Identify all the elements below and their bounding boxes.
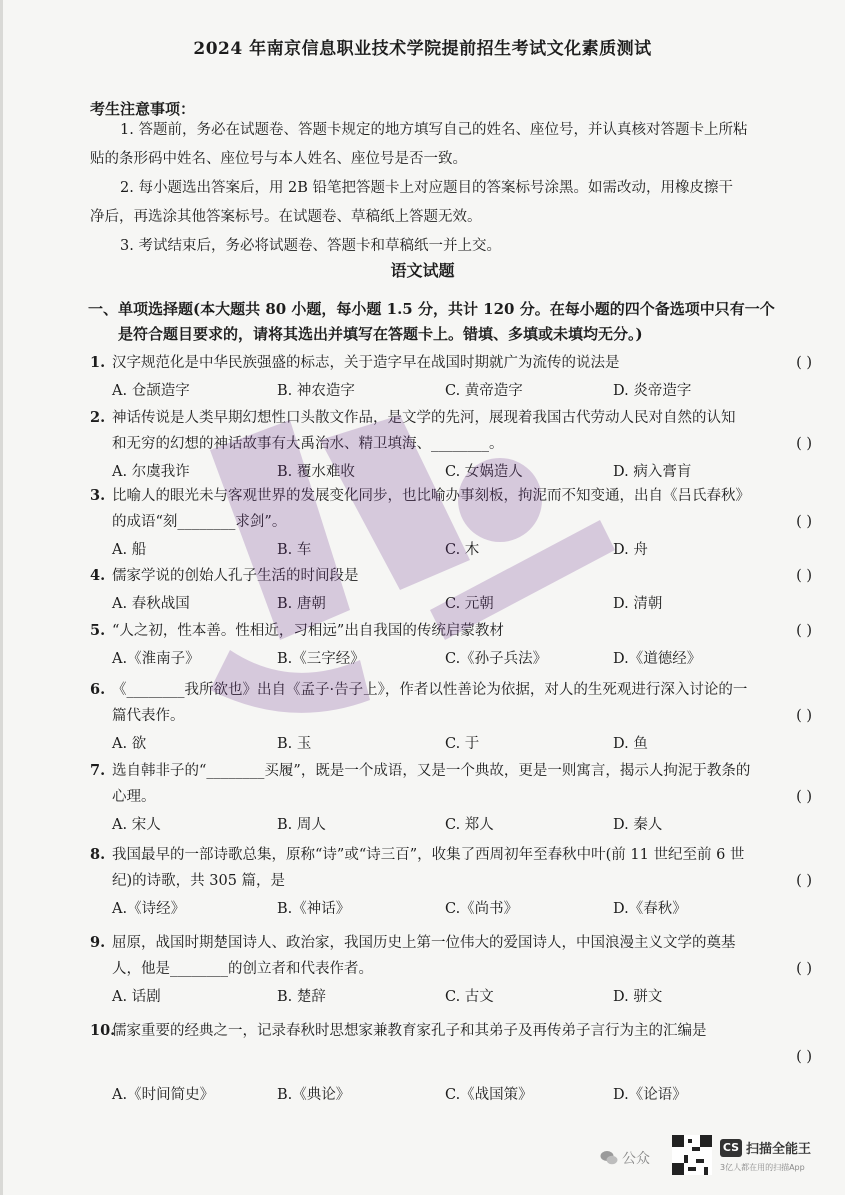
question-line <box>90 1018 820 1044</box>
notice-heading: 考生注意事项： <box>90 100 196 118</box>
question-text: 选自韩非子的“________买履”，既是一个成语，又是一个典故，更是一则寓言，揭示人拘泥于教条的 <box>112 763 751 779</box>
question <box>90 563 820 619</box>
option-a: A. 宋人 <box>112 817 161 833</box>
question-line <box>90 563 820 589</box>
question-line <box>90 483 820 509</box>
option-c: C.《尚书》 <box>445 901 519 917</box>
question-line <box>90 677 820 703</box>
question-number: 10. <box>90 1022 116 1039</box>
exam-title: 2024 年南京信息职业技术学院提前招生考试文化素质测试 <box>193 39 652 59</box>
answer-parentheses: ( ) <box>796 568 812 584</box>
part-instructions <box>88 297 823 347</box>
question-line <box>90 784 820 810</box>
option-b: B. 楚辞 <box>277 989 326 1005</box>
option-a: A. 船 <box>112 542 147 558</box>
question <box>90 483 820 565</box>
answer-parentheses: ( ) <box>796 708 812 724</box>
option-d: D. 病入膏肓 <box>613 464 692 480</box>
option-d: D. 清朝 <box>613 596 663 612</box>
notice-line: 贴的条形码中姓名、座位号与本人姓名、座位号是否一致。 <box>90 151 467 167</box>
option-d: D. 鱼 <box>613 736 648 752</box>
option-row <box>90 644 820 674</box>
question-line <box>90 956 820 982</box>
answer-parentheses: ( ) <box>796 961 812 977</box>
option-b: B. 玉 <box>277 736 312 752</box>
notice-line: 净后，再选涂其他答案标号。在试题卷、草稿纸上答题无效。 <box>90 209 482 225</box>
question-line <box>90 930 820 956</box>
option-d: D. 炎帝造字 <box>613 383 692 399</box>
camscanner-tagline: 3亿人都在用的扫描App <box>720 1163 805 1172</box>
question-number: 5. <box>90 622 106 639</box>
part-line: 是符合题目要求的，请将其选出并填写在答题卡上。错填、多填或未填均无分。) <box>118 325 643 343</box>
qr-code-icon <box>672 1135 712 1175</box>
question-text: 屈原，战国时期楚国诗人、政治家，我国历史上第一位伟大的爱国诗人，中国浪漫主义文学的奠基 <box>112 935 736 951</box>
option-row <box>90 810 820 840</box>
option-b: B.《典论》 <box>277 1087 351 1103</box>
option-a: A. 仓颉造字 <box>112 383 190 399</box>
section-title: 语文试题 <box>390 261 455 280</box>
question-text: 《________我所欲也》出自《孟子·告子上》，作者以性善论为依据，对人的生死观进行深入讨论的一 <box>112 682 748 698</box>
option-c: C. 女娲造人 <box>445 464 523 480</box>
answer-parentheses: ( ) <box>796 514 812 530</box>
option-c: C. 郑人 <box>445 817 494 833</box>
question-line <box>90 405 820 431</box>
question-number: 9. <box>90 934 106 951</box>
question-text: 和无穷的幻想的神话故事有大禹治水、精卫填海、________。 <box>112 436 504 452</box>
question-line <box>90 1044 820 1070</box>
question-line <box>90 618 820 644</box>
question <box>90 1018 820 1110</box>
wechat-icon <box>600 1150 618 1166</box>
question-line <box>90 758 820 784</box>
option-row <box>90 729 820 759</box>
question-line <box>90 703 820 729</box>
answer-parentheses: ( ) <box>796 873 812 889</box>
question-text: 汉字规范化是中华民族强盛的标志，关于造字早在战国时期就广为流传的说法是 <box>112 355 620 371</box>
option-c: C. 黄帝造字 <box>445 383 523 399</box>
question-text: 我国最早的一部诗歌总集，原称“诗”或“诗三百”，收集了西周初年至春秋中叶(前 11 世纪至前 6 世 <box>112 847 745 863</box>
option-c: C. 于 <box>445 736 480 752</box>
answer-parentheses: ( ) <box>796 623 812 639</box>
option-d: D. 秦人 <box>613 817 663 833</box>
option-row <box>90 376 820 406</box>
option-b: B. 唐朝 <box>277 596 326 612</box>
option-a: A.《淮南子》 <box>112 651 200 667</box>
option-c: C. 木 <box>445 542 480 558</box>
option-row <box>90 1080 820 1110</box>
camscanner-badge: CS <box>720 1139 742 1157</box>
notice-block <box>90 116 820 261</box>
question-text: 人，他是________的创立者和代表作者。 <box>112 961 373 977</box>
camscanner-brand: 扫描全能王 <box>746 1142 812 1157</box>
option-c: C.《战国策》 <box>445 1087 533 1103</box>
answer-parentheses: ( ) <box>796 355 812 371</box>
question <box>90 677 820 759</box>
answer-parentheses: ( ) <box>796 789 812 805</box>
option-a: A.《时间简史》 <box>112 1087 215 1103</box>
option-d: D.《春秋》 <box>613 901 687 917</box>
option-c: C. 古文 <box>445 989 494 1005</box>
question <box>90 842 820 924</box>
option-b: B.《神话》 <box>277 901 351 917</box>
question-text: 比喻人的眼光未与客观世界的发展变化同步，也比喻办事刻板，拘泥而不知变通，出自《吕氏春秋》 <box>112 488 750 504</box>
option-row <box>90 535 820 565</box>
question-number: 3. <box>90 487 106 504</box>
question-text: 的成语“刻________求剑”。 <box>112 514 287 530</box>
question-number: 6. <box>90 681 106 698</box>
option-d: D.《论语》 <box>613 1087 687 1103</box>
question-number: 4. <box>90 567 106 584</box>
question-number: 1. <box>90 354 106 371</box>
question-line <box>90 842 820 868</box>
question-text: 纪)的诗歌，共 305 篇，是 <box>112 873 286 889</box>
option-b: B. 覆水难收 <box>277 464 355 480</box>
option-d: D. 骈文 <box>613 989 663 1005</box>
option-a: A. 春秋战国 <box>112 596 190 612</box>
option-c: C. 元朝 <box>445 596 494 612</box>
option-a: A.《诗经》 <box>112 901 186 917</box>
option-row <box>90 982 820 1012</box>
question-line <box>90 509 820 535</box>
option-row <box>90 589 820 619</box>
option-b: B. 车 <box>277 542 312 558</box>
question <box>90 618 820 674</box>
question-text: 篇代表作。 <box>112 708 185 724</box>
option-b: B. 周人 <box>277 817 326 833</box>
notice-line: 1. 答题前，务必在试题卷、答题卡规定的地方填写自己的姓名、座位号，并认真核对答题卡上所粘 <box>120 122 748 138</box>
answer-parentheses: ( ) <box>796 1049 812 1065</box>
question <box>90 405 820 487</box>
option-b: B.《三字经》 <box>277 651 365 667</box>
question-text: “人之初，性本善。性相近，习相远”出自我国的传统启蒙教材 <box>112 623 504 639</box>
notice-line: 2. 每小题选出答案后，用 2B 铅笔把答题卡上对应题目的答案标号涂黑。如需改动，用橡皮擦干 <box>120 180 734 196</box>
question-line <box>90 431 820 457</box>
question <box>90 930 820 1012</box>
option-c: C.《孙子兵法》 <box>445 651 548 667</box>
question-line <box>90 868 820 894</box>
option-b: B. 神农造字 <box>277 383 355 399</box>
option-a: A. 欲 <box>112 736 147 752</box>
gzh-label: 公众 <box>622 1151 650 1167</box>
question <box>90 350 820 406</box>
question-text: 儒家学说的创始人孔子生活的时间段是 <box>112 568 359 584</box>
option-a: A. 尔虞我诈 <box>112 464 190 480</box>
question <box>90 758 820 840</box>
option-d: D.《道德经》 <box>613 651 702 667</box>
notice-line: 3. 考试结束后，务必将试题卷、答题卡和草稿纸一并上交。 <box>120 238 501 254</box>
part-line: 一、单项选择题(本大题共 80 小题，每小题 1.5 分，共计 120 分。在每小题的四个备选项中只有一个 <box>88 300 775 318</box>
question-line <box>90 350 820 376</box>
question-number: 8. <box>90 846 106 863</box>
question-text: 心理。 <box>112 789 156 805</box>
option-d: D. 舟 <box>613 542 648 558</box>
question-text: 神话传说是人类早期幻想性口头散文作品，是文学的先河，展现着我国古代劳动人民对自然的认知 <box>112 410 736 426</box>
option-row <box>90 894 820 924</box>
answer-parentheses: ( ) <box>796 436 812 452</box>
question-number: 7. <box>90 762 106 779</box>
question-number: 2. <box>90 409 106 426</box>
option-a: A. 话剧 <box>112 989 161 1005</box>
question-text: 儒家重要的经典之一，记录春秋时思想家兼教育家孔子和其弟子及再传弟子言行为主的汇编是 <box>112 1023 707 1039</box>
